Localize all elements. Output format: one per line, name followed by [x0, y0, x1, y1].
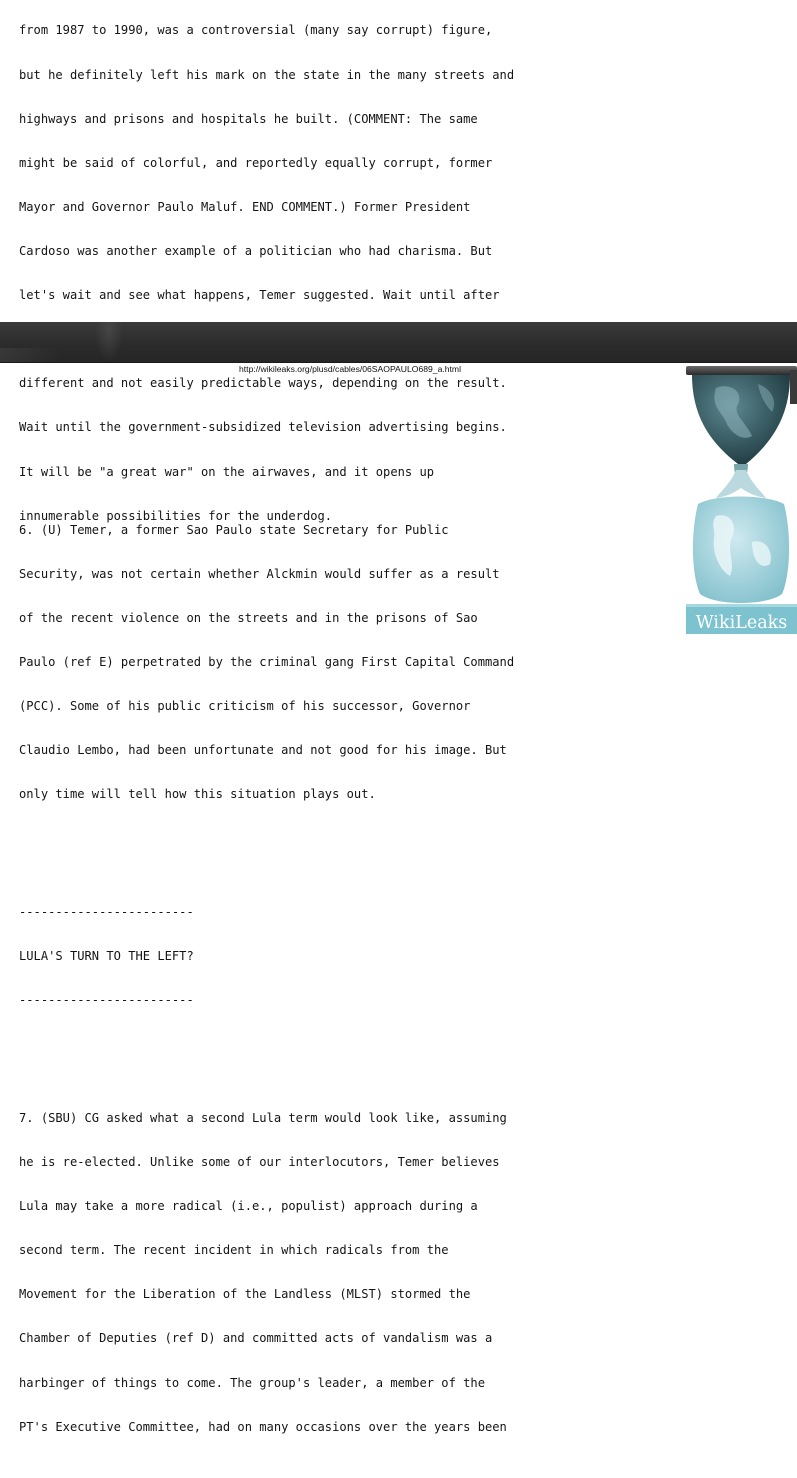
text-line: 6. (U) Temer, a former Sao Paulo state Secretary for Public	[19, 522, 449, 537]
text-line: Lula may take a more radical (i.e., populist) approach during a	[19, 1199, 478, 1214]
section-rule: ------------------------	[19, 905, 194, 920]
text-line: might be said of colorful, and reportedly equally corrupt, former	[19, 155, 493, 170]
text-line: Paulo (ref E) perpetrated by the criminal gang First Capital Command	[19, 655, 515, 670]
text-line: Chamber of Deputies (ref D) and committed acts of vandalism was a	[19, 1331, 493, 1346]
section-rule: ------------------------	[19, 993, 194, 1008]
text-line: different and not easily predictable ways, depending on the result.	[19, 376, 507, 391]
text-line: (PCC). Some of his public criticism of his successor, Governor	[19, 699, 471, 714]
text-line: Claudio Lembo, had been unfortunate and not good for his image. But	[19, 743, 507, 758]
section-heading: LULA'S TURN TO THE LEFT?	[19, 949, 194, 964]
text-line: but he definitely left his mark on the state in the many streets and	[19, 67, 515, 82]
page-divider-bar	[0, 322, 797, 363]
bar-shadow	[0, 348, 60, 362]
text-line: innumerable possibilities for the underdog.	[19, 508, 333, 523]
text-line: Cardoso was another example of a politician who had charisma. But	[19, 243, 493, 258]
text-line: second term. The recent incident in which radicals from the	[19, 1243, 449, 1258]
wikileaks-logo-text: WikiLeaks	[695, 613, 788, 633]
text-line: Movement for the Liberation of the Landless (MLST) stormed the	[19, 1287, 471, 1302]
text-line: It will be "a great war" on the airwaves, and it opens up	[19, 464, 435, 479]
text-line: harbinger of things to come. The group's leader, a member of the	[19, 1375, 485, 1390]
text-line: only time will tell how this situation plays out.	[19, 787, 376, 802]
bottom-page-text	[19, 464, 514, 1478]
text-line: PT's Executive Committee, had on many occasions over the years been	[19, 1419, 507, 1434]
bar-shadow	[95, 322, 123, 362]
wikileaks-logo	[686, 366, 797, 634]
text-line: of the recent violence on the streets and in the prisons of Sao	[19, 611, 478, 626]
text-line: Security, was not certain whether Alckmin would suffer as a result	[19, 566, 500, 581]
text-line: Wait until the government-subsidized television advertising begins.	[19, 420, 507, 435]
text-line: let's wait and see what happens, Temer suggested. Wait until after	[19, 288, 500, 303]
text-line: from 1987 to 1990, was a controversial (many say corrupt) figure,	[19, 23, 493, 38]
source-url: http://wikileaks.org/plusd/cables/06SAOPAULO689_a.html	[239, 364, 461, 374]
text-line: he is re-elected. Unlike some of our interlocutors, Temer believes	[19, 1155, 500, 1170]
paragraph-6	[19, 493, 514, 831]
paragraph-7	[19, 1082, 514, 1464]
wikileaks-hourglass-icon	[686, 366, 797, 634]
text-line: Mayor and Governor Paulo Maluf. END COMMENT.) Former President	[19, 199, 471, 214]
text-line: highways and prisons and hospitals he built. (COMMENT: The same	[19, 111, 478, 126]
text-line: 7. (SBU) CG asked what a second Lula term would look like, assuming	[19, 1110, 507, 1125]
